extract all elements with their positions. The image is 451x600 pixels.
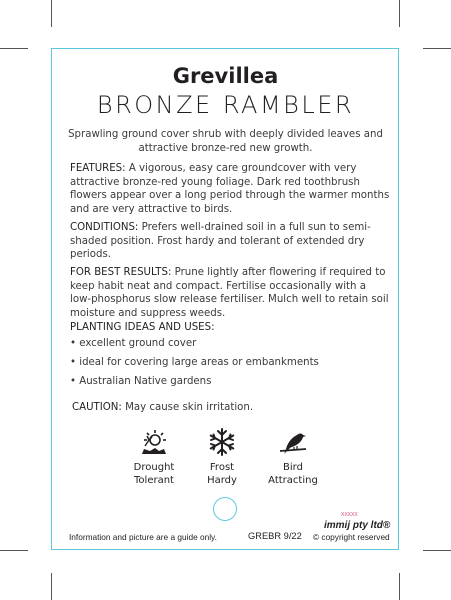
copyright: © copyright reserved [313,532,390,542]
snowflake-icon [207,427,237,457]
list-item: • ideal for covering large areas or embankments [70,357,319,368]
bird-icon [278,427,308,457]
registration-circle [213,497,237,521]
conditions-paragraph [70,221,390,262]
features-heading: FEATURES: [70,163,126,174]
icon-label-line: Tolerant [134,474,174,486]
best-results-text: Prune lightly after flowering if required to keep habit neat and compact. Fertilise occasionally with a low-phosphorus slow release fertiliser. Mulch well to retain soil moisture and suppress weeds. [70,267,389,319]
plant-cultivar: BRONZE RAMBLER [96,91,355,119]
best-results-paragraph [70,266,390,320]
best-results-heading: FOR BEST RESULTS: [70,267,172,278]
icon-label-bird [253,462,333,487]
crop-mark [0,550,28,551]
caution-text: May cause skin irritation. [121,402,254,413]
list-item: • excellent ground cover [70,338,197,349]
features-paragraph [70,162,390,216]
plant-genus: Grevillea [172,64,279,88]
planting-heading: PLANTING IDEAS AND USES: [70,322,215,333]
caution-heading: CAUTION: [72,402,122,413]
icon-label-line: Drought [133,462,175,473]
plant-description: Sprawling ground cover shrub with deeply divided leaves and attractive bronze-red new growth. [68,129,383,154]
icon-label-line: Hardy [207,474,237,486]
icon-label-line: Attracting [268,474,318,486]
batch-code: XXXXX [341,512,358,518]
crop-mark [399,0,400,27]
crop-mark [51,0,52,27]
brand-logo: immij pty ltd® [324,520,391,531]
icon-label-line: Frost [209,462,235,473]
crop-mark [423,48,451,49]
features-text: A vigorous, easy care groundcover with very attractive bronze-red young foliage. Dark red toothbrush flowers appear over a long period through the warmer months and are very attractive to birds. [70,163,390,215]
crop-mark [399,573,400,600]
crop-mark [423,550,451,551]
list-item: • Australian Native gardens [70,376,212,387]
crop-mark [51,573,52,600]
icon-label-frost [182,462,262,487]
conditions-text: Prefers well-drained soil in a full sun to semi-shaded position. Frost hardy and tolerant of extended dry periods. [70,222,371,260]
drought-tolerant-icon [139,427,169,457]
disclaimer: Information and picture are a guide only. [69,532,217,542]
crop-mark [0,48,28,49]
icon-label-line: Bird [283,462,303,473]
product-code: GREBR 9/22 [248,531,302,541]
conditions-heading: CONDITIONS: [70,222,139,233]
caution-paragraph [72,402,392,413]
planting-list [70,334,390,391]
